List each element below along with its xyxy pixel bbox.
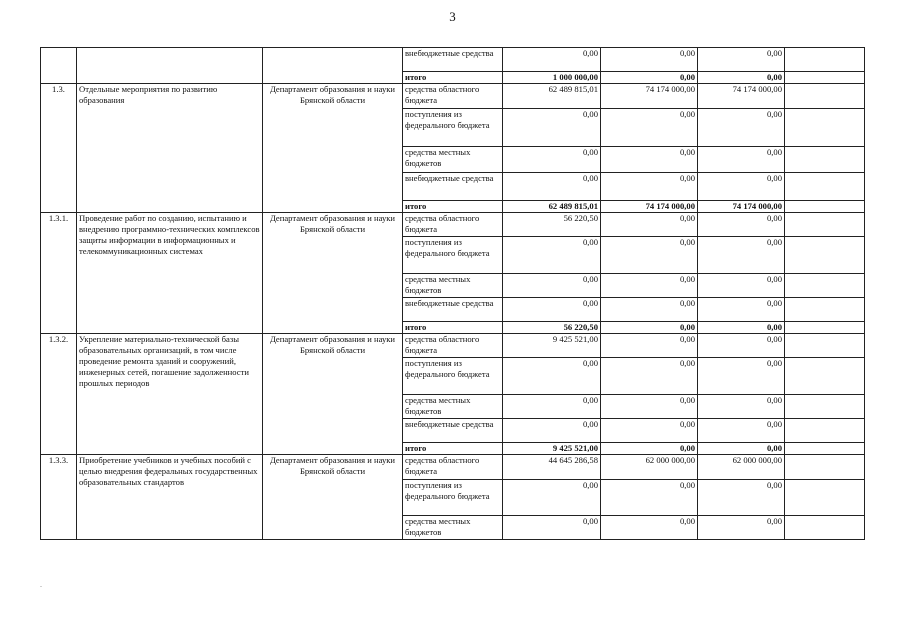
scan-mark: . xyxy=(40,580,42,589)
amount-year-3: 0,00 xyxy=(698,419,785,443)
amount-year-2: 0,00 xyxy=(601,358,698,395)
empty-cell xyxy=(785,334,865,358)
amount-year-1: 0,00 xyxy=(503,173,601,201)
responsible-dept: Департамент образования и науки Брянской области xyxy=(263,455,403,540)
amount-year-3: 0,00 xyxy=(698,443,785,455)
funding-source: внебюджетные средства xyxy=(403,419,503,443)
amount-year-2: 0,00 xyxy=(601,443,698,455)
empty-cell xyxy=(785,298,865,322)
amount-year-1: 0,00 xyxy=(503,237,601,274)
amount-year-2: 0,00 xyxy=(601,419,698,443)
amount-year-2: 0,00 xyxy=(601,213,698,237)
amount-year-1: 0,00 xyxy=(503,516,601,540)
amount-year-3: 0,00 xyxy=(698,480,785,516)
funding-source: средства местных бюджетов xyxy=(403,395,503,419)
responsible-dept xyxy=(263,48,403,84)
amount-year-2: 74 174 000,00 xyxy=(601,201,698,213)
table-row xyxy=(41,84,865,109)
empty-cell xyxy=(785,173,865,201)
amount-year-3: 0,00 xyxy=(698,213,785,237)
amount-year-3: 62 000 000,00 xyxy=(698,455,785,480)
funding-source: средства областного бюджета xyxy=(403,84,503,109)
item-name: Приобретение учебников и учебных пособий с целью внедрения федеральных государственных образовательных стандартов xyxy=(77,455,263,540)
funding-source: средства областного бюджета xyxy=(403,455,503,480)
item-code: 1.3. xyxy=(41,84,77,213)
item-code: 1.3.2. xyxy=(41,334,77,455)
funding-source: итого xyxy=(403,322,503,334)
amount-year-3: 0,00 xyxy=(698,173,785,201)
amount-year-3: 0,00 xyxy=(698,322,785,334)
amount-year-3: 0,00 xyxy=(698,298,785,322)
amount-year-2: 0,00 xyxy=(601,480,698,516)
item-code: 1.3.3. xyxy=(41,455,77,540)
empty-cell xyxy=(785,201,865,213)
empty-cell xyxy=(785,109,865,147)
empty-cell xyxy=(785,84,865,109)
table-row xyxy=(41,48,865,72)
table-row xyxy=(41,334,865,358)
amount-year-1: 0,00 xyxy=(503,48,601,72)
amount-year-2: 0,00 xyxy=(601,109,698,147)
funding-source: внебюджетные средства xyxy=(403,173,503,201)
amount-year-1: 0,00 xyxy=(503,395,601,419)
budget-table xyxy=(40,47,865,540)
responsible-dept: Департамент образования и науки Брянской области xyxy=(263,334,403,455)
funding-source: поступления из федерального бюджета xyxy=(403,237,503,274)
empty-cell xyxy=(785,147,865,173)
empty-cell xyxy=(785,213,865,237)
item-name: Отдельные мероприятия по развитию образования xyxy=(77,84,263,213)
empty-cell xyxy=(785,274,865,298)
funding-source: внебюджетные средства xyxy=(403,48,503,72)
empty-cell xyxy=(785,455,865,480)
amount-year-3: 0,00 xyxy=(698,72,785,84)
amount-year-3: 74 174 000,00 xyxy=(698,201,785,213)
amount-year-1: 62 489 815,01 xyxy=(503,84,601,109)
amount-year-2: 0,00 xyxy=(601,298,698,322)
empty-cell xyxy=(785,72,865,84)
amount-year-2: 0,00 xyxy=(601,334,698,358)
item-name xyxy=(77,48,263,84)
funding-source: поступления из федерального бюджета xyxy=(403,480,503,516)
funding-source: средства областного бюджета xyxy=(403,334,503,358)
amount-year-3: 0,00 xyxy=(698,147,785,173)
amount-year-1: 0,00 xyxy=(503,358,601,395)
empty-cell xyxy=(785,322,865,334)
amount-year-3: 0,00 xyxy=(698,237,785,274)
funding-source: итого xyxy=(403,201,503,213)
item-code xyxy=(41,48,77,84)
funding-source: средства местных бюджетов xyxy=(403,147,503,173)
amount-year-1: 0,00 xyxy=(503,109,601,147)
item-code: 1.3.1. xyxy=(41,213,77,334)
empty-cell xyxy=(785,516,865,540)
amount-year-3: 74 174 000,00 xyxy=(698,84,785,109)
amount-year-3: 0,00 xyxy=(698,274,785,298)
amount-year-1: 62 489 815,01 xyxy=(503,201,601,213)
responsible-dept: Департамент образования и науки Брянской области xyxy=(263,84,403,213)
funding-source: внебюджетные средства xyxy=(403,298,503,322)
amount-year-1: 56 220,50 xyxy=(503,322,601,334)
amount-year-2: 62 000 000,00 xyxy=(601,455,698,480)
amount-year-1: 0,00 xyxy=(503,147,601,173)
amount-year-3: 0,00 xyxy=(698,358,785,395)
amount-year-2: 0,00 xyxy=(601,173,698,201)
amount-year-1: 1 000 000,00 xyxy=(503,72,601,84)
amount-year-2: 0,00 xyxy=(601,237,698,274)
amount-year-1: 0,00 xyxy=(503,419,601,443)
table-row xyxy=(41,455,865,480)
funding-source: итого xyxy=(403,443,503,455)
empty-cell xyxy=(785,419,865,443)
amount-year-1: 9 425 521,00 xyxy=(503,334,601,358)
amount-year-2: 0,00 xyxy=(601,516,698,540)
amount-year-3: 0,00 xyxy=(698,48,785,72)
item-name: Проведение работ по созданию, испытанию и внедрению программно-технических комплексов защиты информации в информационных и телекоммуникационных системах xyxy=(77,213,263,334)
amount-year-1: 9 425 521,00 xyxy=(503,443,601,455)
funding-source: средства местных бюджетов xyxy=(403,516,503,540)
amount-year-2: 0,00 xyxy=(601,322,698,334)
empty-cell xyxy=(785,395,865,419)
funding-source: поступления из федерального бюджета xyxy=(403,109,503,147)
amount-year-2: 0,00 xyxy=(601,147,698,173)
amount-year-3: 0,00 xyxy=(698,395,785,419)
amount-year-1: 56 220,50 xyxy=(503,213,601,237)
empty-cell xyxy=(785,480,865,516)
funding-source: итого xyxy=(403,72,503,84)
responsible-dept: Департамент образования и науки Брянской области xyxy=(263,213,403,334)
amount-year-2: 0,00 xyxy=(601,48,698,72)
page-number: 3 xyxy=(449,9,456,24)
item-name: Укрепление материально-технической базы образовательных организаций, в том числе проведение ремонта зданий и сооружений, инженерных сетей, погашение задолженности прошлых периодов xyxy=(77,334,263,455)
amount-year-2: 0,00 xyxy=(601,395,698,419)
amount-year-3: 0,00 xyxy=(698,109,785,147)
amount-year-1: 0,00 xyxy=(503,298,601,322)
amount-year-2: 0,00 xyxy=(601,72,698,84)
amount-year-3: 0,00 xyxy=(698,516,785,540)
amount-year-1: 44 645 286,58 xyxy=(503,455,601,480)
table-row xyxy=(41,213,865,237)
amount-year-3: 0,00 xyxy=(698,334,785,358)
empty-cell xyxy=(785,358,865,395)
amount-year-2: 0,00 xyxy=(601,274,698,298)
funding-source: поступления из федерального бюджета xyxy=(403,358,503,395)
funding-source: средства местных бюджетов xyxy=(403,274,503,298)
amount-year-2: 74 174 000,00 xyxy=(601,84,698,109)
empty-cell xyxy=(785,48,865,72)
amount-year-1: 0,00 xyxy=(503,480,601,516)
funding-source: средства областного бюджета xyxy=(403,213,503,237)
amount-year-1: 0,00 xyxy=(503,274,601,298)
empty-cell xyxy=(785,237,865,274)
empty-cell xyxy=(785,443,865,455)
